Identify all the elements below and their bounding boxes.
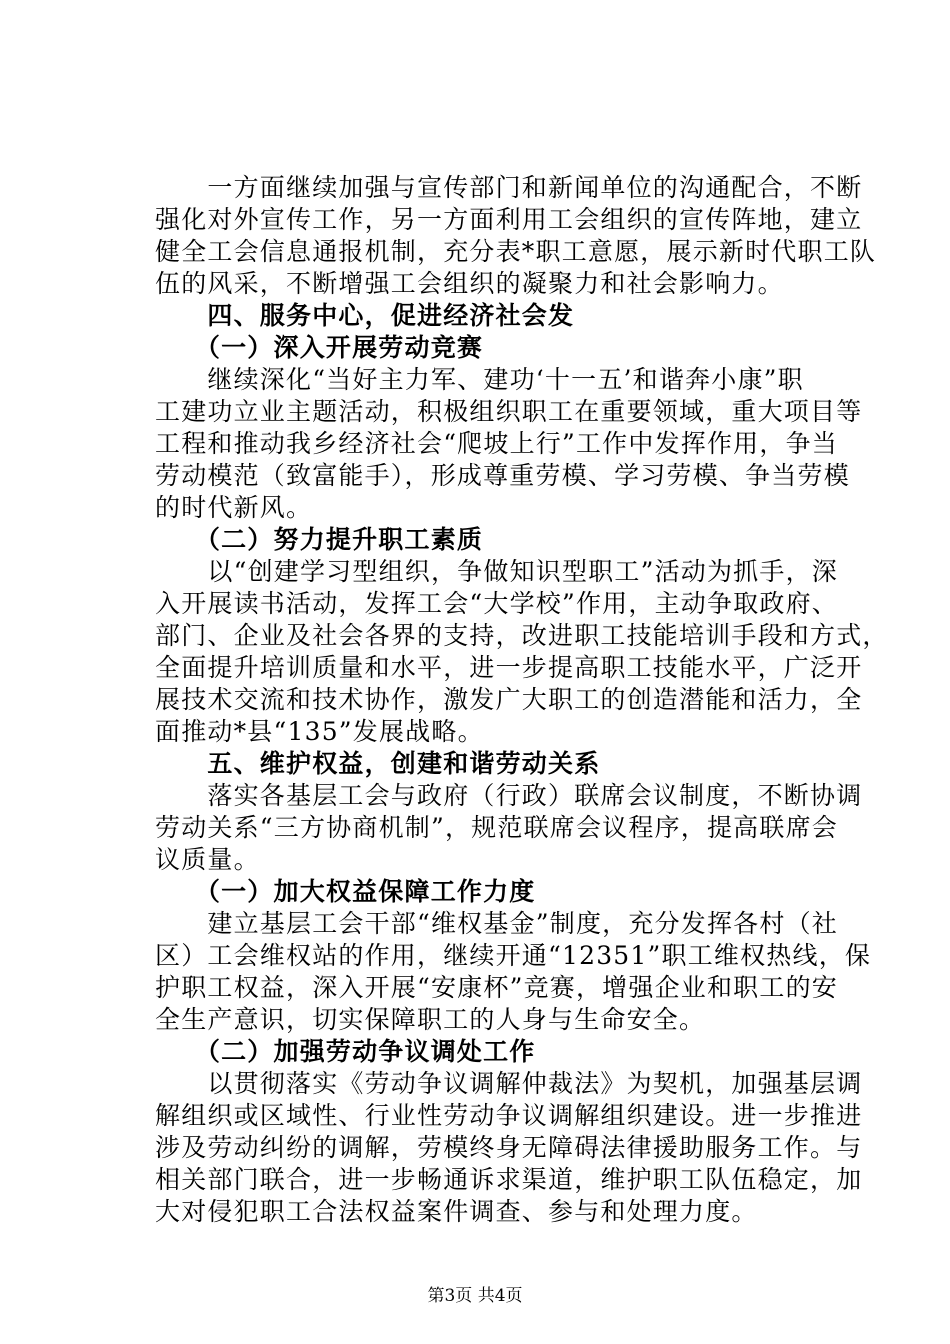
body-line: 大对侵犯职工合法权益案件调查、参与和处理力度。 xyxy=(155,1197,758,1226)
body-line: 相关部门联合，进一步畅通诉求渠道，维护职工队伍稳定，加 xyxy=(155,1165,863,1194)
body-line: 强化对外宣传工作，另一方面利用工会组织的宣传阵地，建立 xyxy=(155,205,863,234)
body-line: 议质量。 xyxy=(155,845,260,874)
body-line: 部门、企业及社会各界的支持，改进职工技能培训手段和方式， xyxy=(155,621,889,650)
subsection-heading: （一）加大权益保障工作力度 xyxy=(155,877,536,906)
body-line: 涉及劳动纠纷的调解，劳模终身无障碍法律援助服务工作。与 xyxy=(155,1133,863,1162)
subsection-heading: （二）努力提升职工素质 xyxy=(155,525,484,554)
body-line: 劳动模范（致富能手），形成尊重劳模、学习劳模、争当劳模 xyxy=(155,461,850,490)
body-line: 劳动关系“三方协商机制”，规范联席会议程序，提高联席会 xyxy=(155,813,838,842)
body-line: 全面提升培训质量和水平，进一步提高职工技能水平，广泛开 xyxy=(155,653,863,682)
body-line: 工程和推动我乡经济社会“爬坡上行”工作中发挥作用，争当 xyxy=(155,429,838,458)
body-line: 工建功立业主题活动，积极组织职工在重要领域，重大项目等 xyxy=(155,397,863,426)
body-line: 护职工权益，深入开展“安康杯”竞赛，增强企业和职工的安 xyxy=(155,973,838,1002)
body-line: 继续深化“当好主力军、建功‘十一五’和谐奔小康”职 xyxy=(155,365,804,394)
body-line: 一方面继续加强与宣传部门和新闻单位的沟通配合，不断 xyxy=(155,173,863,202)
page-number-footer: 第3页 共4页 xyxy=(427,1286,523,1306)
body-line: 解组织或区域性、行业性劳动争议调解组织建设。进一步推进 xyxy=(155,1101,863,1130)
body-line: 以贯彻落实《劳动争议调解仲裁法》为契机，加强基层调 xyxy=(155,1069,863,1098)
section-heading: 五、维护权益，创建和谐劳动关系 xyxy=(155,749,601,778)
body-line: 以“创建学习型组织，争做知识型职工”活动为抓手，深 xyxy=(155,557,838,586)
body-line: 伍的风采，不断增强工会组织的凝聚力和社会影响力。 xyxy=(155,269,784,298)
subsection-heading: （一）深入开展劳动竞赛 xyxy=(155,333,484,362)
body-line: 全生产意识，切实保障职工的人身与生命安全。 xyxy=(155,1005,706,1034)
document-body xyxy=(155,172,889,1228)
body-line: 面推动*县“135”发展战略。 xyxy=(155,717,484,746)
subsection-heading: （二）加强劳动争议调处工作 xyxy=(155,1037,536,1066)
body-line: 区）工会维权站的作用，继续开通“12351”职工维权热线，保 xyxy=(155,941,872,970)
body-line: 建立基层工会干部“维权基金”制度，充分发挥各村（社 xyxy=(155,909,838,938)
body-line: 健全工会信息通报机制，充分表*职工意愿，展示新时代职工队 xyxy=(155,237,877,266)
body-line: 落实各基层工会与政府（行政）联席会议制度，不断协调 xyxy=(155,781,863,810)
section-heading: 四、服务中心，促进经济社会发 xyxy=(155,301,575,330)
body-line: 的时代新风。 xyxy=(155,493,313,522)
body-line: 入开展读书活动，发挥工会“大学校”作用，主动争取政府、 xyxy=(155,589,838,618)
body-line: 展技术交流和技术协作，激发广大职工的创造潜能和活力，全 xyxy=(155,685,863,714)
